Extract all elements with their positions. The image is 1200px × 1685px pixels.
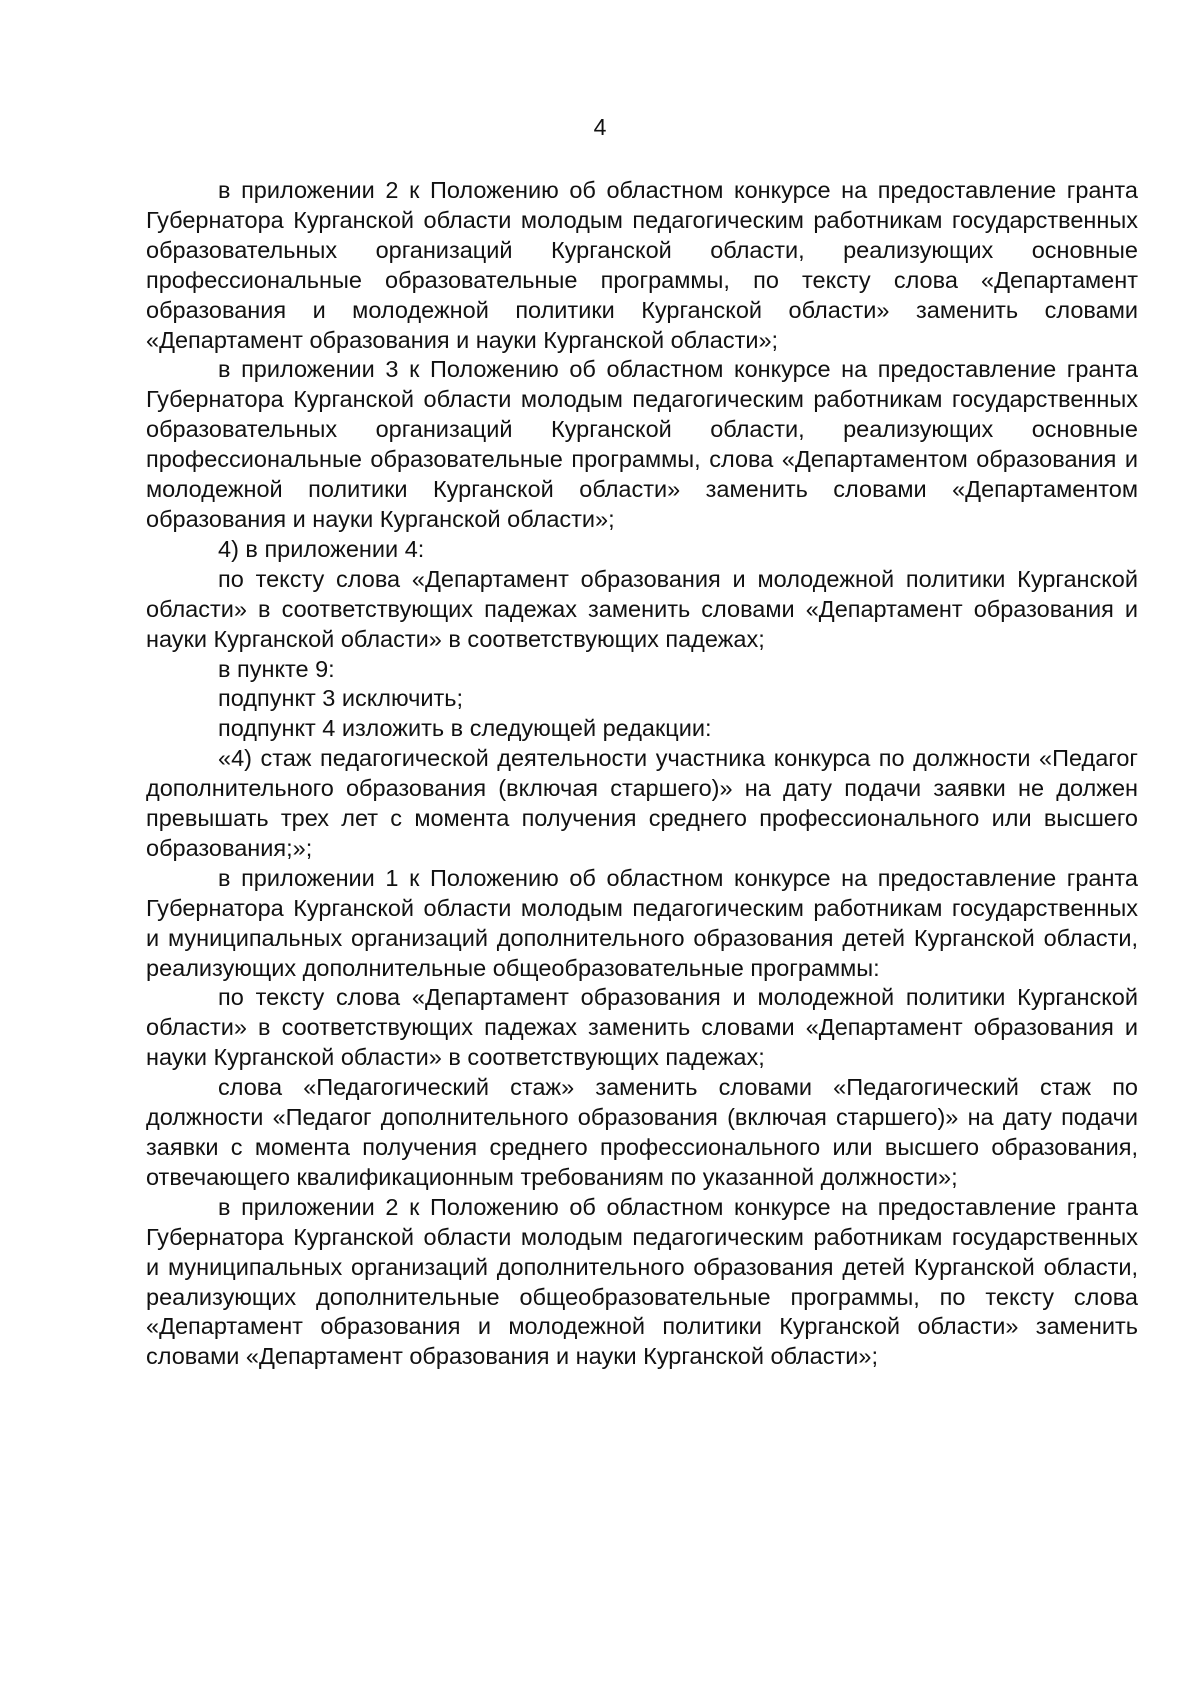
paragraph-appendix-2-vocational: в приложении 2 к Положению об областном конкурсе на предоставление гранта Губернатора Курганской области молодым педагогическим работникам государственных образовательных организаций Курганской области, реализующих основные профессиональные образовательные программы, по тексту слова «Департамент образования и молодежной политики Курганской области» заменить словами «Департамент образования и науки Курганской области»;	[146, 177, 1138, 353]
paragraph-subpoint-4-quote: «4) стаж педагогической деятельности участника конкурса по должности «Педагог дополнительного образования (включая старшего)» на дату подачи заявки не должен превышать трех лет с момента получения среднего профессионального или высшего образования;»;	[146, 745, 1138, 861]
paragraph-item-4-heading: 4) в приложении 4:	[218, 535, 425, 562]
paragraph-appendix-3-vocational: в приложении 3 к Положению об областном конкурсе на предоставление гранта Губернатора Курганской области молодым педагогическим работникам государственных образовательных организаций Курганской области, реализующих основные профессиональные образовательные программы, слова «Департаментом образования и молодежной политики Курганской области» заменить словами «Департаментом образования и науки Курганской области»;	[146, 356, 1138, 532]
paragraph-subpoint-3-exclude: подпункт 3 исключить;	[218, 685, 464, 712]
document-body	[146, 176, 1138, 1372]
page-number: 4	[593, 114, 607, 140]
paragraph-appendix-4-text-replace: по тексту слова «Департамент образования и молодежной политики Курганской области» в соответствующих падежах заменить словами «Департамент образования и науки Курганской области» в соответствующих падежах;	[146, 565, 1138, 652]
paragraph-pedagogical-experience: слова «Педагогический стаж» заменить словами «Педагогический стаж по должности «Педагог дополнительного образования (включая старшего)» на дату подачи заявки с момента получения среднего профессионального или высшего образования, отвечающего квалификационным требованиям по указанной должности»;	[146, 1074, 1138, 1190]
paragraph-appendix-1-text-replace: по тексту слова «Департамент образования и молодежной политики Курганской области» в соответствующих падежах заменить словами «Департамент образования и науки Курганской области» в соответствующих падежах;	[146, 984, 1138, 1071]
paragraph-subpoint-4-new-edition: подпункт 4 изложить в следующей редакции:	[218, 715, 712, 742]
paragraph-appendix-2-additional: в приложении 2 к Положению об областном конкурсе на предоставление гранта Губернатора Курганской области молодым педагогическим работникам государственных и муниципальных организаций дополнительного образования детей Курганской области, реализующих дополнительные общеобразовательные программы, по тексту слова «Департамент образования и молодежной политики Курганской области» заменить словами «Департамент образования и науки Курганской области»;	[146, 1193, 1138, 1370]
paragraph-point-9: в пункте 9:	[218, 655, 335, 682]
paragraph-appendix-1-additional: в приложении 1 к Положению об областном конкурсе на предоставление гранта Губернатора Курганской области молодым педагогическим работникам государственных и муниципальных организаций дополнительного образования детей Курганской области, реализующих дополнительные общеобразовательные программы:	[146, 864, 1138, 981]
